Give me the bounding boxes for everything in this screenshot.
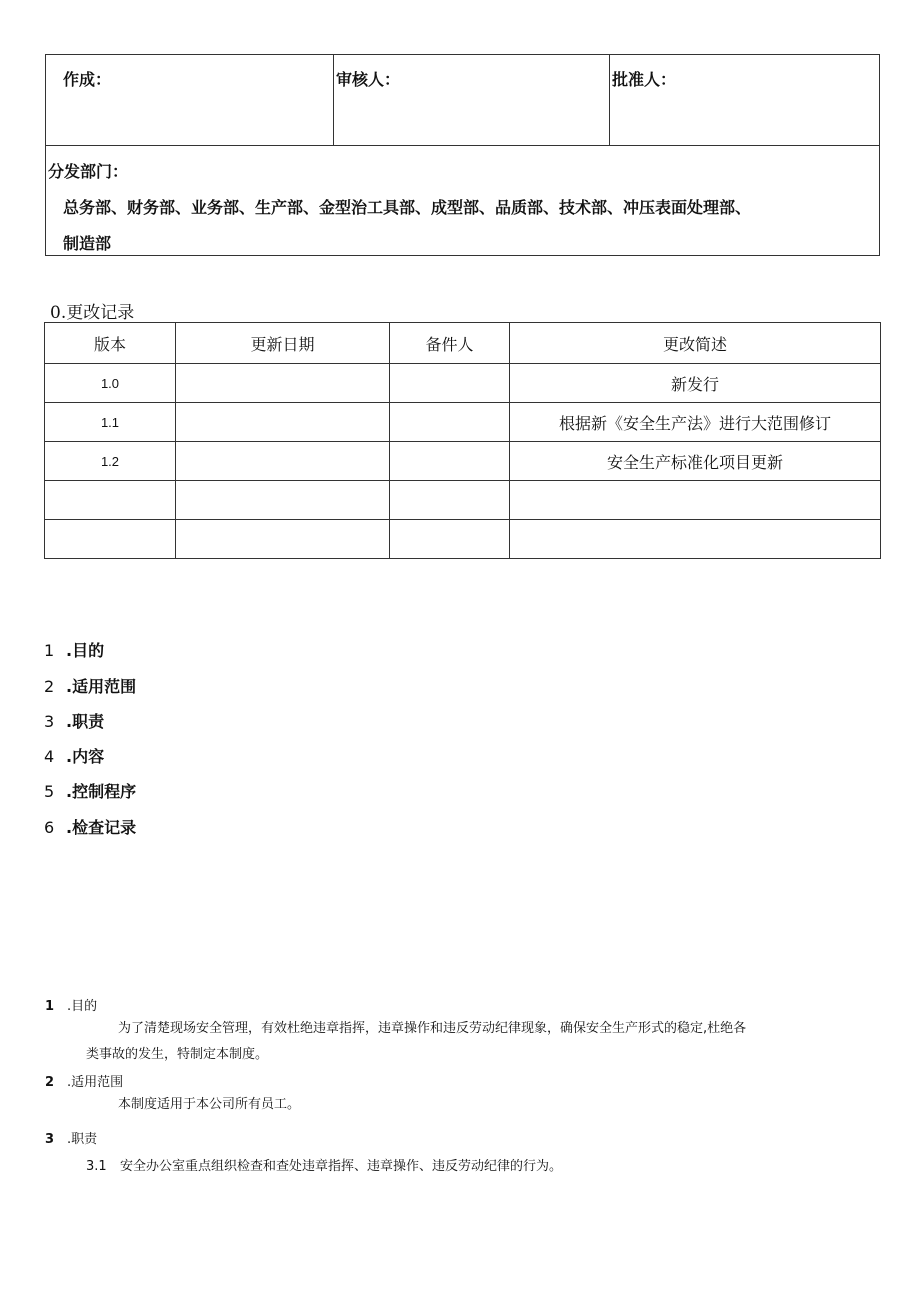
toc-label: .内容 <box>66 747 105 766</box>
distribution-label: 分发部门： <box>48 162 129 181</box>
section-title: .职责 <box>67 1132 98 1147</box>
header-version: 版本 <box>45 323 176 364</box>
cell-description: 根据新《安全生产法》进行大范围修订 <box>510 403 881 442</box>
cell-description: 安全生产标准化项目更新 <box>510 442 881 481</box>
table-row <box>45 481 881 520</box>
toc-label: .职责 <box>66 712 105 731</box>
header-description: 更改简述 <box>510 323 881 364</box>
toc-item <box>44 744 104 767</box>
reviewer-cell <box>334 55 610 145</box>
cell-version: 1.2 <box>45 442 176 481</box>
prepared-label: 作成： <box>63 70 112 89</box>
toc-label: .控制程序 <box>66 782 137 801</box>
toc-number: 4 <box>44 747 55 766</box>
section-heading <box>45 995 97 1014</box>
change-record-title: 0.更改记录 <box>50 303 135 323</box>
cell-date <box>176 520 390 559</box>
section-number: 1 <box>45 999 55 1014</box>
toc-number: 5 <box>44 782 55 801</box>
table-row <box>45 364 881 403</box>
approval-box <box>45 54 880 256</box>
approval-divider <box>46 145 879 146</box>
toc-item <box>44 815 136 838</box>
departments-line1: 总务部、财务部、业务部、生产部、金型治工具部、成型部、品质部、技术部、冲压表面处理部、 <box>63 198 752 217</box>
header-person: 备件人 <box>390 323 510 364</box>
prepared-cell <box>46 55 334 145</box>
section-heading <box>45 1128 97 1147</box>
cell-person <box>390 403 510 442</box>
cell-person <box>390 481 510 520</box>
section-number: 2 <box>45 1075 55 1090</box>
toc-label: .目的 <box>66 641 105 660</box>
toc-number: 1 <box>44 641 55 660</box>
purpose-line2: 类事故的发生，特制定本制度。 <box>86 1047 269 1062</box>
header-date: 更新日期 <box>176 323 390 364</box>
item-number: 3.1 <box>86 1159 107 1174</box>
table-header-row <box>45 323 881 364</box>
table-row <box>45 520 881 559</box>
section-title: .适用范围 <box>67 1075 124 1090</box>
scope-text: 本制度适用于本公司所有员工。 <box>118 1097 301 1112</box>
cell-description <box>510 520 881 559</box>
cell-date <box>176 442 390 481</box>
approver-cell <box>610 55 880 145</box>
cell-description: 新发行 <box>510 364 881 403</box>
toc-item <box>44 674 136 697</box>
section-heading <box>45 1071 123 1090</box>
departments-line2: 制造部 <box>63 234 112 253</box>
table-row <box>45 403 881 442</box>
cell-version <box>45 481 176 520</box>
toc-label: .适用范围 <box>66 677 137 696</box>
toc-number: 2 <box>44 677 55 696</box>
toc-number: 3 <box>44 712 55 731</box>
section-number: 3 <box>45 1132 55 1147</box>
reviewer-label: 审核人： <box>336 70 401 89</box>
cell-version: 1.1 <box>45 403 176 442</box>
toc-number: 6 <box>44 818 55 837</box>
cell-date <box>176 364 390 403</box>
toc-item <box>44 638 104 661</box>
responsibility-item <box>86 1154 562 1180</box>
approver-label: 批准人： <box>612 70 677 89</box>
cell-person <box>390 364 510 403</box>
cell-description <box>510 481 881 520</box>
section-title: .目的 <box>67 999 98 1014</box>
cell-person <box>390 520 510 559</box>
toc-item <box>44 709 104 732</box>
table-row <box>45 442 881 481</box>
cell-date <box>176 403 390 442</box>
item-text: 安全办公室重点组织检查和查处违章指挥、违章操作、违反劳动纪律的行为。 <box>120 1159 563 1174</box>
cell-person <box>390 442 510 481</box>
cell-date <box>176 481 390 520</box>
cell-version: 1.0 <box>45 364 176 403</box>
cell-version <box>45 520 176 559</box>
toc-label: .检查记录 <box>66 818 137 837</box>
purpose-line1: 为了清楚现场安全管理，有效杜绝违章指挥，违章操作和违反劳动纪律现象，确保安全生产形式的稳定,杜绝各 <box>118 1021 747 1036</box>
change-record-table <box>44 322 881 559</box>
toc-item <box>44 779 136 802</box>
